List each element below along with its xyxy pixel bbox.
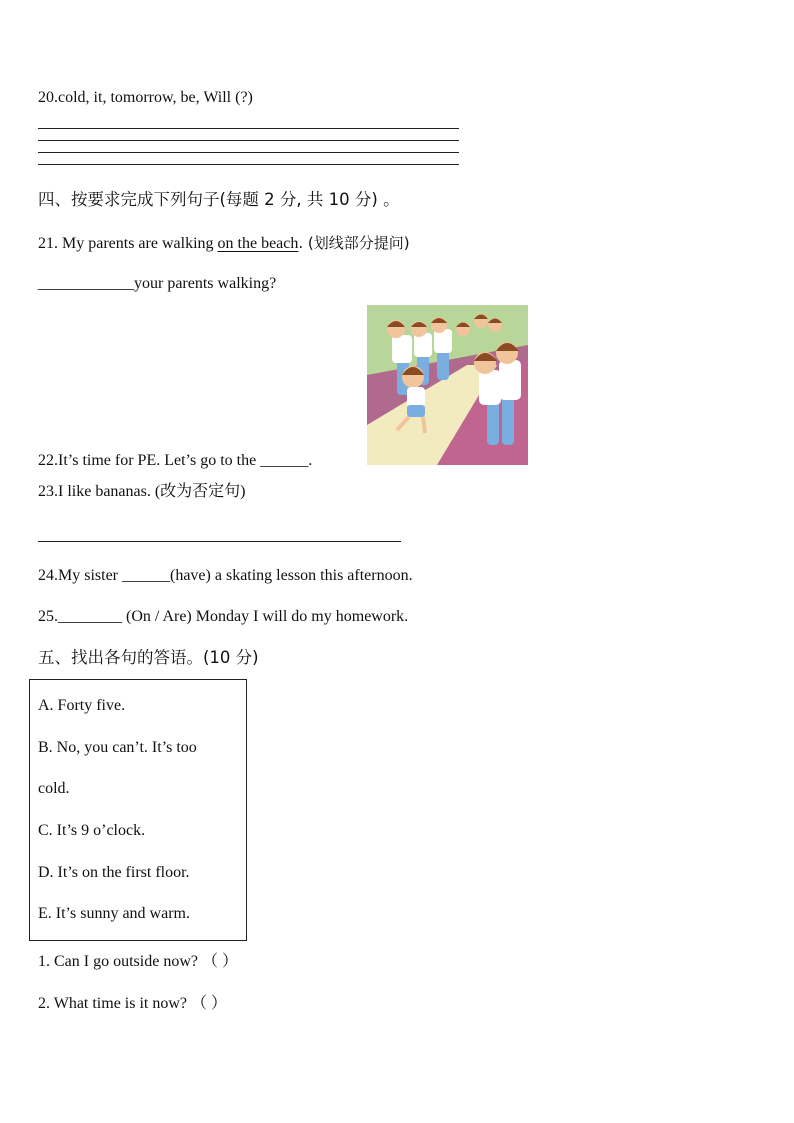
option-b-continued: cold.: [38, 780, 70, 797]
matching-question-2: 2. What time is it now? （ ）: [38, 995, 228, 1012]
option-e: E. It’s sunny and warm.: [38, 905, 190, 922]
question-20: 20.cold, it, tomorrow, be, Will (?): [38, 89, 253, 106]
q21-answer: ____________your parents walking?: [38, 275, 277, 292]
matching-question-1: 1. Can I go outside now? （ ）: [38, 953, 238, 970]
question-24: 24.My sister ______(have) a skating lesson this afternoon.: [38, 567, 413, 584]
option-a: A. Forty five.: [38, 697, 126, 714]
option-b: B. No, you can’t. It’s too: [38, 739, 197, 756]
question-21: [38, 233, 410, 254]
answer-options-box: [29, 679, 247, 941]
pe-class-illustration: [367, 305, 528, 465]
option-d: D. It’s on the first floor.: [38, 864, 190, 881]
answer-line: [38, 541, 401, 542]
question-22: 22.It’s time for PE. Let’s go to the ______.: [38, 452, 313, 469]
section-4-heading: 四、按要求完成下列句子(每题 2 分, 共 10 分) 。: [38, 190, 400, 209]
option-c: C. It’s 9 o’clock.: [38, 822, 146, 839]
answer-line: [38, 164, 459, 165]
q23-text: 23.I like bananas. (改为否定句): [38, 483, 246, 500]
answer-line: [38, 128, 459, 129]
answer-line: [38, 152, 459, 153]
q21-underlined: on the beach: [217, 235, 299, 252]
question-23: [38, 482, 246, 502]
q21-after: . (划线部分提问): [298, 234, 410, 252]
question-25: 25.________ (On / Are) Monday I will do my homework.: [38, 608, 409, 625]
answer-line: [38, 140, 459, 141]
section-5-heading: 五、找出各句的答语。(10 分): [38, 648, 259, 667]
q21-before: 21. My parents are walking: [38, 235, 218, 252]
